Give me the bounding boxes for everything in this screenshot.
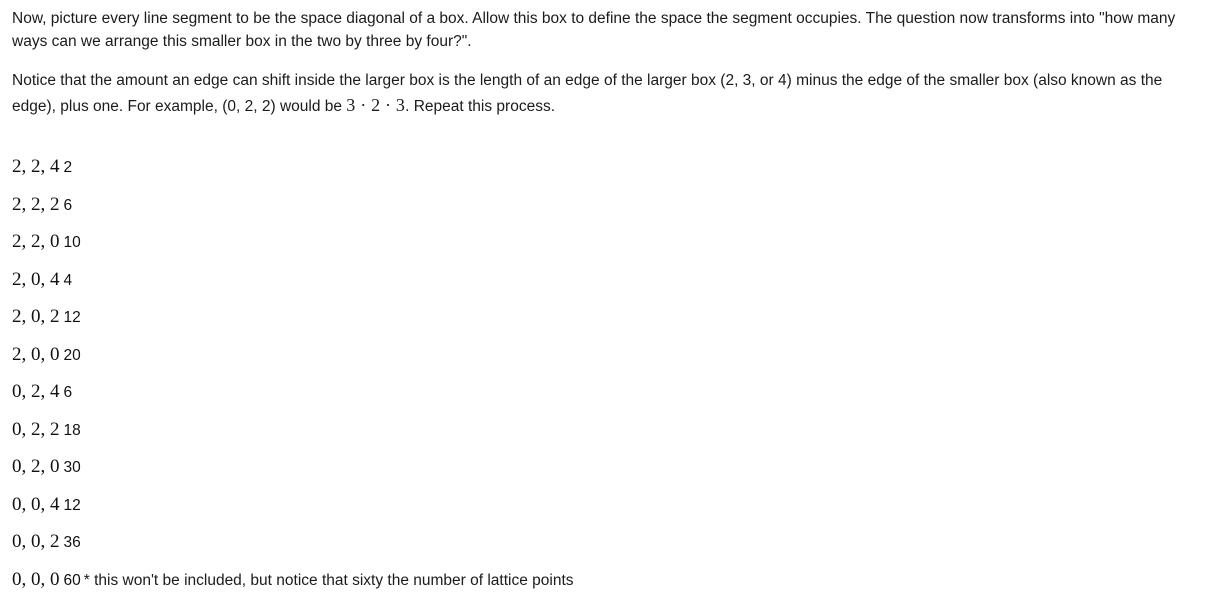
paragraph-2-tail: . Repeat this process.: [405, 98, 556, 116]
list-item: [12, 232, 1203, 251]
triple-value: 2, 2, 0: [12, 231, 60, 253]
triple-value: 2, 0, 2: [12, 306, 60, 328]
list-item: [12, 457, 1203, 476]
paragraph-1: Now, picture every line segment to be the space diagonal of a box. Allow this box to define the space the segment occupies. The question now transforms into "how many ways can we arrange this smaller box in the two by three by four?".: [12, 10, 1176, 50]
paragraph-2-text: Notice that the amount an edge can shift inside the larger box is the length of an edge of the larger box (2, 3, or 4) minus the edge of the smaller box (also known as the edge), plus one. For example, (0, 2, 2) would be: [12, 71, 1163, 116]
count-value: 30: [63, 459, 81, 477]
count-value: 18: [63, 421, 81, 439]
triple-value: 0, 0, 2: [12, 531, 60, 553]
count-value: 36: [63, 534, 81, 552]
list-item: [12, 345, 1203, 364]
triple-value: 2, 2, 4: [12, 156, 60, 178]
list-item: [12, 195, 1203, 214]
list-item: [12, 420, 1203, 439]
paragraph-2-math-expression: 3 · 2 · 3: [346, 95, 406, 116]
count-value: 6: [63, 196, 73, 214]
count-value: 6: [63, 384, 73, 402]
triple-value: 0, 0, 0: [12, 568, 60, 590]
count-value: 12: [63, 496, 81, 514]
list-item: [12, 532, 1203, 551]
list-item: [12, 307, 1203, 326]
count-value: 12: [63, 309, 81, 327]
count-value: 4: [63, 271, 73, 289]
list-item: [12, 382, 1203, 401]
triple-value: 0, 2, 0: [12, 456, 60, 478]
count-value: 10: [63, 234, 81, 252]
triple-value: 0, 0, 4: [12, 493, 60, 515]
list-item: [12, 157, 1203, 176]
triple-value: 2, 0, 4: [12, 268, 60, 290]
triple-value: 0, 2, 4: [12, 381, 60, 403]
triple-count-list: [12, 157, 1203, 589]
count-value: 20: [63, 346, 81, 364]
count-value: 2: [63, 159, 73, 177]
list-item: [12, 495, 1203, 514]
triple-value: 2, 0, 0: [12, 343, 60, 365]
triple-value: 0, 2, 2: [12, 418, 60, 440]
count-value: 60: [63, 571, 81, 589]
row-note: * this won't be included, but notice that sixty the number of lattice points: [83, 571, 574, 589]
list-item: [12, 270, 1203, 289]
paragraph-2: [12, 70, 1202, 120]
list-item: [12, 570, 1203, 589]
triple-value: 2, 2, 2: [12, 193, 60, 215]
